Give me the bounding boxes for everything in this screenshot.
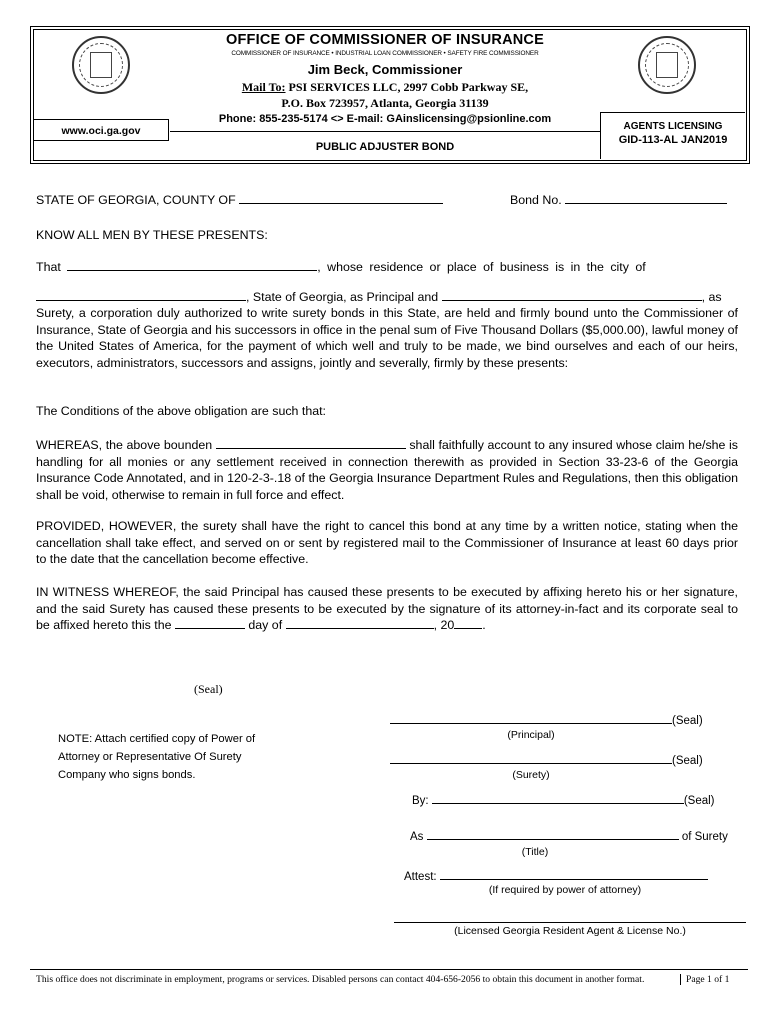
seal-placeholder: (Seal) xyxy=(194,682,223,696)
principal-name-field[interactable] xyxy=(67,260,317,271)
surety-label: (Surety) xyxy=(512,769,550,781)
whereas-text: shall faithfully account to any insured whose claim he/she is handling for all monies or any settlement received in connection therewith as provided in Section 33-23-6 of the Georgia Insurance Code Annotated, and in 120-2-3-.18 of the Georgia Insurance Department Rules and Regulations, then this obligation shall be void, otherwise to remain in full force and effect. xyxy=(36,438,738,502)
bond-no-field[interactable] xyxy=(565,193,727,204)
mail-to-label: Mail To: xyxy=(241,80,286,94)
year-prefix: , 20 xyxy=(433,618,455,632)
witness-text: IN WITNESS WHEREOF, the said Principal has caused these presents to be executed by affixing hereto his or her signature, and the said Surety has caused these presents to be executed by the signature of its attorney-in-fact and its corporate seal to be affixed hereto this the xyxy=(36,585,738,632)
whereas-lead: WHEREAS, the above bounden xyxy=(36,438,213,452)
know-all-heading: KNOW ALL MEN BY THESE PRESENTS: xyxy=(36,228,268,242)
mail-to-address: PSI SERVICES LLC, 2997 Cobb Parkway SE, xyxy=(285,80,529,94)
surety-signature-row xyxy=(390,753,703,767)
month-field[interactable] xyxy=(286,618,434,629)
footer-divider xyxy=(30,969,748,970)
as-label: As xyxy=(410,831,424,843)
georgia-state-seal-icon xyxy=(72,36,130,94)
surety-paragraph: Surety, a corporation duly authorized to write surety bonds in this State, are held and firmly bound unto the Commissioner of Insurance, State of Georgia and his successors in office in the penal sum of Five Thousand Dollars ($5,000.00), lawful money of the United States of America, for the payment of which well and truly to be made, we bind ourselves and each of our heirs, executors, administrators, successors and assigns, jointly and severally, firmly by these presents: xyxy=(36,306,738,370)
state-principal-text: , State of Georgia, as Principal and xyxy=(246,290,439,304)
bond-no-label: Bond No. xyxy=(510,193,562,207)
city-field[interactable] xyxy=(36,290,246,301)
principal-signature-field[interactable] xyxy=(390,713,672,724)
footer-notice: This office does not discriminate in employment, programs or services. Disabled persons can contact 404-656-2056 to obtain this document in another format. xyxy=(36,974,645,985)
principal-label: (Principal) xyxy=(507,729,555,741)
state-county-line xyxy=(36,192,738,209)
form-number: GID-113-AL JAN2019 xyxy=(618,134,728,146)
city-line xyxy=(36,289,738,306)
day-of-label: day of xyxy=(248,618,283,632)
title-label: (Title) xyxy=(521,846,549,858)
agent-signature-line[interactable] xyxy=(394,922,746,923)
mail-to xyxy=(170,80,600,95)
licensed-agent-label: (Licensed Georgia Resident Agent & License No.) xyxy=(454,925,686,937)
office-subtitle: COMMISSIONER OF INSURANCE • INDUSTRIAL LOAN COMMISSIONER • SAFETY FIRE COMMISSIONER xyxy=(231,50,539,57)
agent-licensing-box xyxy=(600,112,745,159)
surety-seal-label: (Seal) xyxy=(672,755,703,767)
attest-row xyxy=(404,869,708,883)
conditions-heading: The Conditions of the above obligation are such that: xyxy=(36,404,326,418)
agent-licensing-label: AGENTS LICENSING xyxy=(623,121,723,132)
phone-email: Phone: 855-235-5174 <> E-mail: GAinslicensing@psionline.com xyxy=(218,113,552,125)
principal-seal-label: (Seal) xyxy=(672,715,703,727)
period: . xyxy=(482,618,486,632)
title-field[interactable] xyxy=(427,829,679,840)
attest-label: Attest: xyxy=(404,871,437,883)
as-text: , as xyxy=(701,290,722,304)
by-label: By: xyxy=(412,795,429,807)
by-signature-field[interactable] xyxy=(432,793,684,804)
witness-paragraph xyxy=(36,584,738,634)
county-field[interactable] xyxy=(239,193,443,204)
note-attach-power-of-attorney: NOTE: Attach certified copy of Power of Attorney or Representative Of Surety Company who signs bonds. xyxy=(58,733,256,781)
if-required-label: (If required by power of attorney) xyxy=(488,884,642,896)
of-surety-label: of Surety xyxy=(681,831,728,843)
attest-field[interactable] xyxy=(440,869,708,880)
surety-signature-field[interactable] xyxy=(390,753,672,764)
commissioner-name: Jim Beck, Commissioner xyxy=(307,62,463,77)
that-label: That xyxy=(36,260,61,274)
po-box: P.O. Box 723957, Atlanta, Georgia 31139 xyxy=(281,96,489,110)
provided-paragraph: PROVIDED, HOWEVER, the surety shall have the right to cancel this bond at any time by a written notice, stating when the cancellation shall take effect, and served on or sent by registered mail to the Commissioner of Insurance at least 60 days prior to the date that the cancellation become effective. xyxy=(36,519,738,566)
page-number: Page 1 of 1 xyxy=(680,974,729,985)
whereas-paragraph xyxy=(36,437,738,503)
year-field[interactable] xyxy=(454,618,482,629)
by-signature-row xyxy=(412,793,715,807)
state-county-label: STATE OF GEORGIA, COUNTY OF xyxy=(36,193,236,207)
surety-name-field[interactable] xyxy=(442,290,702,301)
by-seal-label: (Seal) xyxy=(683,795,715,807)
georgia-state-seal-icon xyxy=(638,36,696,94)
whose-residence-text: , whose residence or place of business is in the city of xyxy=(317,260,646,274)
website-link[interactable]: www.oci.ga.gov xyxy=(33,119,169,141)
office-title: OFFICE OF COMMISSIONER OF INSURANCE xyxy=(226,32,544,48)
principal-line xyxy=(36,259,738,276)
bounden-field[interactable] xyxy=(216,438,406,449)
principal-signature-row xyxy=(390,713,703,727)
day-field[interactable] xyxy=(175,618,245,629)
as-title-row xyxy=(410,829,728,843)
form-title: PUBLIC ADJUSTER BOND xyxy=(170,131,600,159)
